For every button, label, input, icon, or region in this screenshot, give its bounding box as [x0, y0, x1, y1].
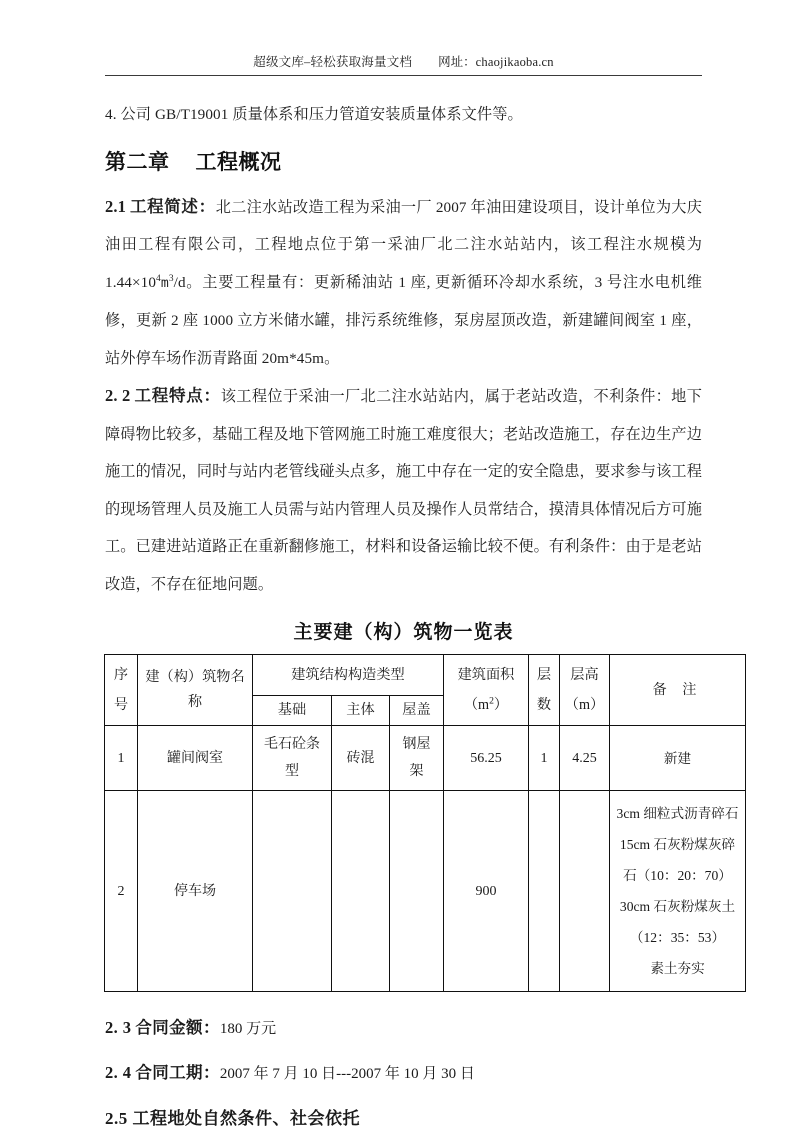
- table-header-row-1: [105, 655, 746, 696]
- header-serial-no: 序 号: [105, 655, 138, 726]
- section-2-4: [105, 1051, 702, 1096]
- table-title: 主要建（构）筑物一览表: [293, 622, 514, 643]
- section-2-1-text-a: 北二注水站改造工程为采油一厂 2007 年油田建设项目，设计单位为大庆油田工程有限公司，工程地点位于第一采油厂北二注水站站内，该工程注水规模为 1.44×10: [105, 198, 702, 291]
- cell-building-name: 罐间阀室: [138, 726, 253, 791]
- header-remarks: 备 注: [610, 655, 746, 726]
- section-2-5-heading: 2.5 工程地处自然条件、社会依托: [105, 1109, 360, 1128]
- chapter-name: 工程概况: [195, 149, 282, 174]
- table-body: [105, 726, 746, 992]
- cell-remarks: 新建: [610, 726, 746, 791]
- section-2-2-title: 工程特点：: [134, 386, 221, 405]
- section-2-4-value: 2007 年 7 月 10 日---2007 年 10 月 30 日: [219, 1066, 475, 1082]
- header-foundation: 基础: [253, 696, 332, 726]
- cell-building-area: 900: [444, 791, 529, 992]
- section-2-2-paragraph: [105, 377, 702, 603]
- page-header-inner: [253, 52, 554, 70]
- cell-building-area: 56.25: [444, 726, 529, 791]
- header-structure-type-group: 建筑结构构造类型: [253, 655, 444, 696]
- section-2-3-title: 合同金额：: [135, 1018, 220, 1037]
- exponent-power: 4: [156, 273, 161, 284]
- header-building-area: 建筑面积 $(m^2)$: [444, 655, 529, 726]
- section-2-3: [105, 1006, 702, 1051]
- unit-meter: m: [160, 275, 169, 291]
- header-floor-count: 层 数: [529, 655, 560, 726]
- cell-floor-count: [529, 791, 560, 992]
- header-main-body: 主体: [332, 696, 390, 726]
- cell-serial-no: 2: [105, 791, 138, 992]
- list-item-4: 4. 公司 GB/T19001 质量体系和压力管道安装质量体系文件等。: [105, 106, 523, 123]
- section-2-4-number: 2. 4: [105, 1063, 132, 1082]
- table-row: [105, 791, 746, 992]
- header-area-unit: $(m^2)$: [463, 695, 509, 713]
- section-2-4-title: 合同工期：: [135, 1063, 220, 1082]
- unit-cube-exponent: 3: [168, 273, 174, 284]
- cell-foundation: 毛石砼条 型: [253, 726, 332, 791]
- cell-serial-no: 1: [105, 726, 138, 791]
- section-2-1-text-b: /d。主要工程量有：更新稀油站 1 座, 更新循环冷却水系统，3 号注水电机维修，更新 2 座 1000 立方米储水罐，排污系统维修，泵房屋顶改造，新建罐间阀室 1 座，站外停车场作沥青路面 20m*45m。: [105, 273, 702, 367]
- cell-floor-height: [560, 791, 610, 992]
- section-2-3-value: 180 万元: [219, 1021, 277, 1037]
- cell-foundation: [253, 791, 332, 992]
- header-floor-height: 层高 （m）: [560, 655, 610, 726]
- section-2-1-paragraph: [105, 188, 702, 378]
- header-roof: 屋盖: [390, 696, 444, 726]
- table-row: [105, 726, 746, 791]
- cell-main-body: 砖混: [332, 726, 390, 791]
- section-2-2-number: 2. 2: [105, 386, 131, 405]
- header-url-label: 网址：: [438, 55, 476, 69]
- section-2-3-number: 2. 3: [105, 1018, 132, 1037]
- cell-roof: [390, 791, 444, 992]
- cell-main-body: [332, 791, 390, 992]
- cell-floor-height: 4.25: [560, 726, 610, 791]
- cell-roof: 钢屋 架: [390, 726, 444, 791]
- document-content: [105, 96, 739, 1142]
- cell-building-name: 停车场: [138, 791, 253, 992]
- header-building-name: 建（构）筑物名称: [138, 655, 253, 726]
- section-2-1-title: 工程简述：: [129, 196, 216, 216]
- cell-floor-count: 1: [529, 726, 560, 791]
- header-url: chaojikaoba.cn: [475, 55, 554, 69]
- cell-remarks: 3cm 细粒式沥青碎石 15cm 石灰粉煤灰碎 石（10：20：70） 30cm 石灰粉煤灰土 （12：35：53） 素土夯实: [610, 791, 746, 992]
- buildings-table: [104, 654, 746, 992]
- header-site-name: 超级文库–轻松获取海量文档: [253, 55, 413, 69]
- chapter-number: 第二章: [105, 149, 170, 174]
- chapter-heading: [105, 142, 702, 182]
- page-header: [105, 52, 702, 76]
- section-2-1-number: 2.1: [105, 196, 126, 216]
- table-head: [105, 655, 746, 726]
- section-2-2-text: 该工程位于采油一厂北二注水站站内，属于老站改造，不利条件：地下障碍物比较多，基础工程及地下管网施工时施工难度很大；老站改造施工，存在边生产边施工的情况，同时与站内老管线碰头点多，施工中存在一定的安全隐患，要求参与该工程的现场管理人员及施工人员需与站内管理人员及操作人员常结合，摸清具体情况后方可施工。已建进站道路正在重新翻修施工，材料和设备运输比较不便。有利条件：由于是老站改造，不存在征地问题。: [105, 388, 702, 593]
